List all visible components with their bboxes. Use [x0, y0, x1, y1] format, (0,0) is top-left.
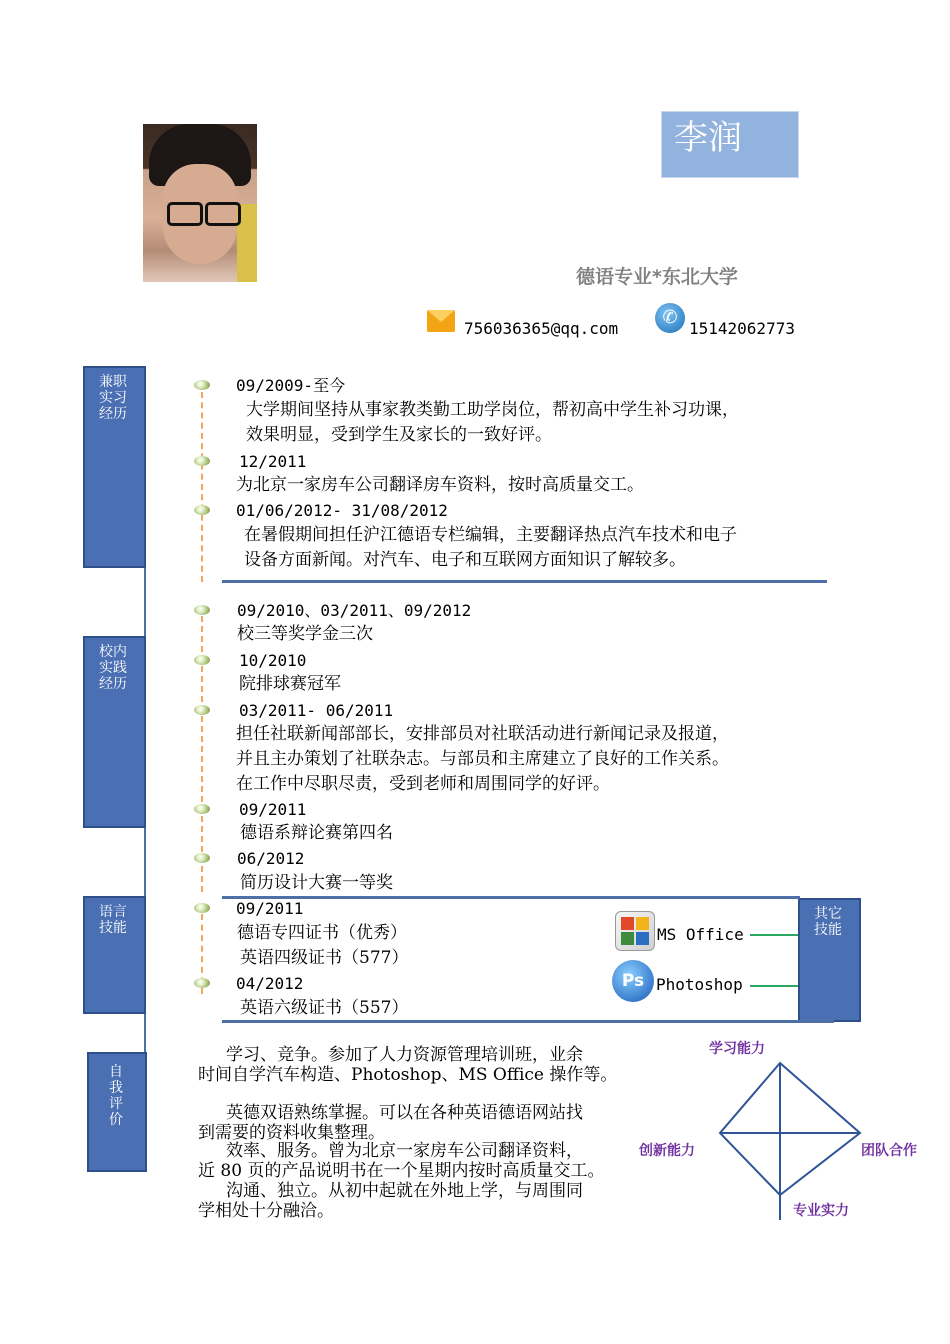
ability-bottom: 专业实力 [793, 1203, 849, 1219]
section-tab-self-eval: 自 我 评 价 [87, 1052, 147, 1172]
entry-text: 校三等奖学金三次 [237, 624, 373, 644]
major-school: 德语专业*东北大学 [576, 266, 738, 288]
profile-photo [143, 124, 257, 282]
entry-text: 德语系辩论赛第四名 [240, 823, 393, 843]
entry-date: 01/06/2012- 31/08/2012 [236, 501, 448, 520]
spine-line [144, 1012, 146, 1054]
section-tab-language: 语言 技能 [83, 896, 146, 1014]
ability-top: 学习能力 [709, 1041, 765, 1057]
timeline-dot [194, 853, 210, 863]
entry-text: 英语四级证书（577） [240, 948, 409, 968]
name-box: 李润 [661, 111, 799, 178]
skill-connector [750, 985, 798, 987]
timeline-dot [194, 456, 210, 466]
self-eval-line: 到需要的资料收集整理。 [198, 1123, 385, 1143]
skill-connector [750, 934, 798, 936]
section-divider [222, 580, 827, 583]
spine-line [144, 826, 146, 898]
entry-text: 效果明显，受到学生及家长的一致好评。 [246, 425, 552, 445]
phone-icon: ✆ [655, 303, 685, 333]
entry-text: 并且主办策划了社联杂志。与部员和主席建立了良好的工作关系。 [236, 749, 729, 769]
self-eval-line: 学习、竞争。参加了人力资源管理培训班，业余 [226, 1045, 583, 1065]
phone-text[interactable]: 15142062773 [689, 319, 795, 338]
entry-text: 在暑假期间担任沪江德语专栏编辑，主要翻译热点汽车技术和电子 [244, 525, 737, 545]
self-eval-line: 沟通、独立。从初中起就在外地上学，与周围同 [226, 1181, 583, 1201]
entry-text: 英语六级证书（557） [240, 998, 409, 1018]
entry-text: 德语专四证书（优秀） [237, 923, 407, 943]
timeline-dot [194, 605, 210, 615]
ms-office-icon [615, 911, 655, 951]
section-divider [222, 896, 800, 899]
entry-text: 院排球赛冠军 [239, 674, 341, 694]
email-text[interactable]: 756036365@qq.com [464, 319, 619, 338]
skill-photoshop: Photoshop [656, 975, 743, 994]
timeline-dash [201, 392, 203, 582]
entry-date: 04/2012 [236, 974, 304, 993]
entry-text: 大学期间坚持从事家教类勤工助学岗位，帮初高中学生补习功课， [246, 400, 739, 420]
section-tab-part-time: 兼职 实习 经历 [83, 366, 146, 568]
entry-date: 09/2011 [239, 800, 307, 819]
timeline-dot [194, 380, 210, 390]
entry-date: 06/2012 [237, 849, 305, 868]
self-eval-line: 时间自学汽车构造、Photoshop、MS Office 操作等。 [198, 1065, 618, 1085]
entry-date: 12/2011 [239, 452, 307, 471]
entry-text: 担任社联新闻部部长，安排部员对社联活动进行新闻记录及报道， [236, 724, 729, 744]
ability-left: 创新能力 [639, 1143, 695, 1159]
timeline-dot [194, 505, 210, 515]
entry-date: 09/2011 [236, 899, 304, 918]
entry-text: 简历设计大赛一等奖 [240, 873, 393, 893]
skill-ms-office: MS Office [657, 925, 744, 944]
email-icon [427, 310, 455, 332]
timeline-dot [194, 655, 210, 665]
entry-text: 在工作中尽职尽责，受到老师和周围同学的好评。 [236, 774, 610, 794]
timeline-dot [194, 903, 210, 913]
diamond-shape [720, 1063, 860, 1195]
entry-date: 09/2010、03/2011、09/2012 [237, 601, 472, 620]
spine-line [144, 566, 146, 638]
section-tab-other-skills: 其它 技能 [798, 898, 861, 1022]
timeline-dot [194, 804, 210, 814]
entry-date: 09/2009-至今 [236, 376, 346, 395]
timeline-dot [194, 705, 210, 715]
entry-text: 设备方面新闻。对汽车、电子和互联网方面知识了解较多。 [244, 550, 686, 570]
self-eval-line: 学相处十分融洽。 [198, 1201, 334, 1221]
entry-date: 03/2011- 06/2011 [239, 701, 394, 720]
entry-date: 10/2010 [239, 651, 307, 670]
self-eval-line: 近 80 页的产品说明书在一个星期内按时高质量交工。 [198, 1161, 605, 1181]
entry-text: 为北京一家房车公司翻译房车资料，按时高质量交工。 [236, 475, 644, 495]
self-eval-line: 效率、服务。曾为北京一家房车公司翻译资料， [226, 1141, 583, 1161]
photoshop-icon: Ps [612, 960, 654, 1002]
ability-right: 团队合作 [861, 1143, 917, 1159]
timeline-dot [194, 978, 210, 988]
section-tab-campus: 校内 实践 经历 [83, 636, 146, 828]
self-eval-line: 英德双语熟练掌握。可以在各种英语德语网站找 [226, 1103, 583, 1123]
